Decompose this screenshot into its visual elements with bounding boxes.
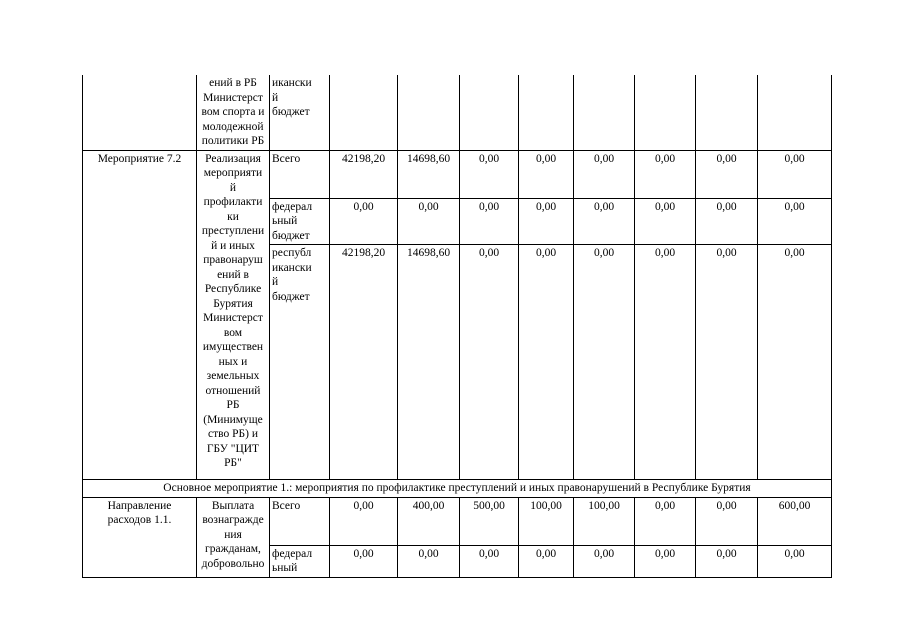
value-cell: 0,00 — [574, 545, 635, 577]
table-row — [83, 150, 832, 198]
value-cell: 0,00 — [398, 198, 460, 245]
value-cell: 0,00 — [330, 198, 398, 245]
value-cell: 0,00 — [574, 150, 635, 198]
funding-source: Всего — [270, 497, 330, 545]
value-cell: 0,00 — [758, 198, 832, 245]
value-cell: 0,00 — [330, 545, 398, 577]
value-cell: 42198,20 — [330, 150, 398, 198]
section-title: Основное мероприятие 1.: мероприятия по профилактике преступлений и иных правонарушений в Республике Бурятия — [83, 480, 832, 498]
value-cell: 0,00 — [696, 150, 758, 198]
value-cell: 0,00 — [635, 497, 696, 545]
value-cell: 0,00 — [460, 245, 519, 480]
value-cell: 0,00 — [635, 245, 696, 480]
value-cell: 100,00 — [574, 497, 635, 545]
value-cell: 0,00 — [460, 150, 519, 198]
value-cell: 0,00 — [519, 198, 574, 245]
value-cell: 0,00 — [574, 245, 635, 480]
value-cell: 0,00 — [330, 497, 398, 545]
value-cell: 500,00 — [460, 497, 519, 545]
row-label: Направление расходов 1.1. — [83, 497, 197, 577]
value-cell — [635, 75, 696, 150]
value-cell: 0,00 — [635, 198, 696, 245]
section-row — [83, 480, 832, 498]
measure-description: Выплата вознагражде ния гражданам, добровольно — [197, 497, 270, 577]
funding-source: федерал ьный бюджет — [270, 198, 330, 245]
value-cell — [758, 75, 832, 150]
value-cell: 0,00 — [460, 545, 519, 577]
value-cell: 0,00 — [519, 245, 574, 480]
value-cell: 0,00 — [758, 545, 832, 577]
budget-table — [82, 75, 832, 578]
value-cell: 0,00 — [398, 545, 460, 577]
value-cell: 0,00 — [696, 198, 758, 245]
value-cell: 0,00 — [758, 245, 832, 480]
value-cell — [696, 75, 758, 150]
value-cell: 0,00 — [696, 497, 758, 545]
row-label: Мероприятие 7.2 — [83, 150, 197, 480]
value-cell: 0,00 — [758, 150, 832, 198]
value-cell: 14698,60 — [398, 150, 460, 198]
value-cell: 0,00 — [460, 198, 519, 245]
funding-source: федерал ьный — [270, 545, 330, 577]
value-cell — [330, 75, 398, 150]
value-cell: 0,00 — [635, 545, 696, 577]
value-cell: 0,00 — [635, 150, 696, 198]
value-cell: 0,00 — [696, 245, 758, 480]
value-cell: 100,00 — [519, 497, 574, 545]
row-label — [83, 75, 197, 150]
measure-description: Реализация мероприяти й профилакти ки преступлени й и иных правонаруш ений в Республике Бурятия Министерст вом имуществен ных и земельных отношений РБ (Минимуще ство РБ) и ГБУ "ЦИТ РБ" — [197, 150, 270, 480]
value-cell: 400,00 — [398, 497, 460, 545]
value-cell: 42198,20 — [330, 245, 398, 480]
value-cell: 14698,60 — [398, 245, 460, 480]
funding-source: икански й бюджет — [270, 75, 330, 150]
value-cell: 0,00 — [519, 545, 574, 577]
value-cell: 0,00 — [574, 198, 635, 245]
value-cell — [519, 75, 574, 150]
measure-description: ений в РБ Министерст вом спорта и молодежной политики РБ — [197, 75, 270, 150]
value-cell — [398, 75, 460, 150]
funding-source: республ икански й бюджет — [270, 245, 330, 480]
value-cell: 0,00 — [519, 150, 574, 198]
value-cell — [460, 75, 519, 150]
value-cell: 600,00 — [758, 497, 832, 545]
funding-source: Всего — [270, 150, 330, 198]
value-cell: 0,00 — [696, 545, 758, 577]
value-cell — [574, 75, 635, 150]
table-row — [83, 75, 832, 150]
table-row — [83, 497, 832, 545]
